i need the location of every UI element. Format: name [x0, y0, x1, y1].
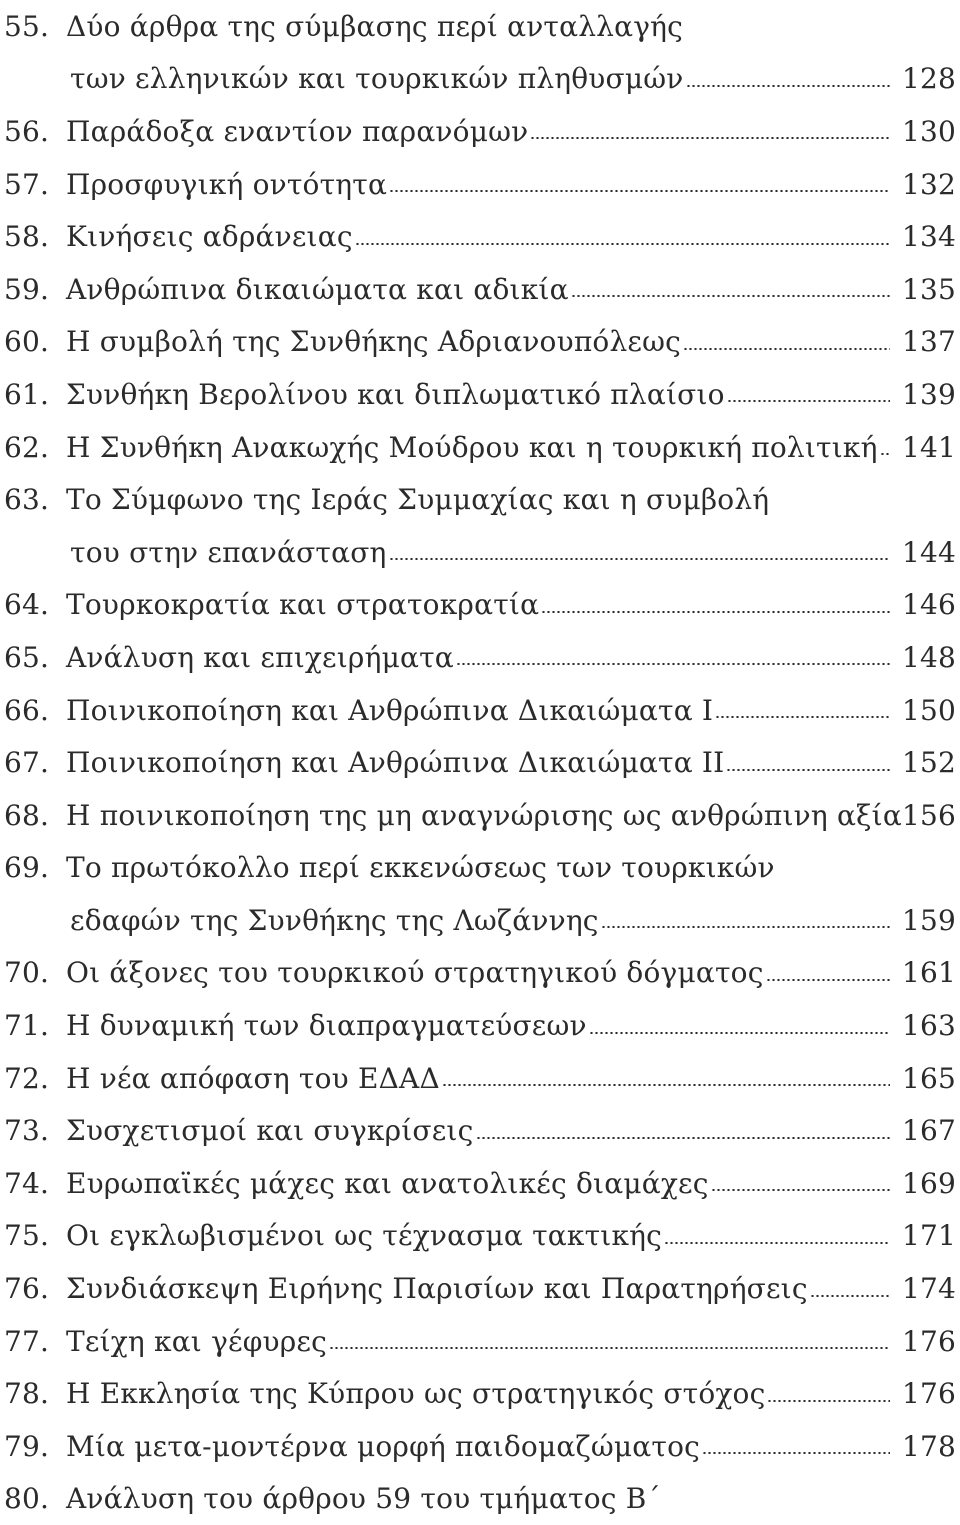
toc-entry-title-wrap — [66, 220, 902, 253]
toc-entry-title: Ανθρώπινα δικαιώματα και αδικία — [66, 272, 569, 306]
toc-entry-number: 65. — [4, 640, 50, 674]
toc-entry-page-number: 163 — [902, 1009, 957, 1043]
toc-entry-number: 63. — [4, 483, 50, 517]
toc-entry-title: Η ποινικοποίηση της μη αναγνώρισης ως ανθρώπινη αξία — [66, 798, 902, 832]
toc-entry-page-number: 128 — [902, 62, 957, 96]
dot-leader — [664, 1242, 890, 1244]
toc-entry-title-wrap — [66, 1219, 902, 1252]
toc-entry-page-number: 169 — [902, 1166, 957, 1200]
toc-entry-title-wrap — [66, 799, 902, 832]
toc-entry-page-number: 134 — [902, 220, 957, 254]
dot-leader — [766, 979, 890, 981]
toc-entry-title-wrap — [66, 851, 960, 884]
toc-entry-title: Μία μετα-μοντέρνα μορφή παιδομαζώματος — [66, 1429, 701, 1463]
toc-entry-title: Συνθήκη Βερολίνου και διπλωματικό πλαίσιο — [66, 377, 725, 411]
dot-leader — [329, 1347, 890, 1349]
toc-entry-line — [0, 579, 960, 632]
dot-leader — [389, 190, 890, 192]
toc-entry-line — [0, 631, 960, 684]
dot-leader — [715, 716, 890, 718]
toc-entry-page-number: 156 — [902, 798, 957, 832]
toc-entry-page-number: 167 — [902, 1114, 957, 1148]
toc-entry-number: 55. — [4, 9, 50, 43]
toc-entry-line — [0, 684, 960, 737]
toc-entry-title-wrap — [66, 1430, 902, 1463]
toc-entry-page-number: 141 — [902, 430, 957, 464]
toc-entry-title-wrap — [66, 115, 902, 148]
toc-entry-page-number: 146 — [902, 588, 957, 622]
toc-entry-page-number: 174 — [902, 1272, 957, 1306]
dot-leader — [442, 1084, 890, 1086]
dot-leader — [767, 1400, 890, 1402]
dot-leader — [702, 1452, 890, 1454]
toc-entry-title-wrap — [66, 1272, 902, 1305]
dot-leader — [530, 137, 890, 139]
toc-entry-number: 73. — [4, 1114, 50, 1148]
toc-entry-page-number: 144 — [902, 535, 957, 569]
toc-entry-title-wrap — [66, 694, 902, 727]
toc-entry-number: 56. — [4, 114, 50, 148]
toc-entry-page-number: 148 — [902, 640, 957, 674]
toc-entry-title-wrap — [66, 904, 902, 937]
toc-entry-title: Συνδιάσκεψη Ειρήνης Παρισίων και Παρατηρήσεις — [66, 1272, 808, 1306]
toc-entry-title: Ανάλυση του άρθρου 59 του τμήματος Β΄ — [66, 1482, 661, 1516]
dot-leader — [571, 295, 890, 297]
toc-entry-page-number: 135 — [902, 272, 957, 306]
toc-entry-title-wrap — [66, 588, 902, 621]
dot-leader — [355, 243, 890, 245]
toc-entry-number: 75. — [4, 1219, 50, 1253]
toc-entry-title: Τουρκοκρατία και στρατοκρατία — [66, 588, 540, 622]
toc-entry-title-wrap — [66, 431, 902, 464]
toc-entry-title-wrap — [66, 956, 902, 989]
dot-leader — [541, 611, 890, 613]
toc-entry-number: 71. — [4, 1009, 50, 1043]
toc-entry-title-wrap — [66, 168, 902, 201]
toc-entry-line — [0, 736, 960, 789]
toc-entry-number: 76. — [4, 1272, 50, 1306]
toc-entry-line — [0, 158, 960, 211]
toc-entry-number: 80. — [4, 1482, 50, 1516]
toc-entry-line — [0, 789, 960, 842]
toc-entry-title-wrap — [66, 1114, 902, 1147]
toc-entry-number: 60. — [4, 325, 50, 359]
dot-leader — [476, 1137, 891, 1139]
toc-entry-title: Προσφυγική οντότητα — [66, 167, 388, 201]
dot-leader — [683, 348, 890, 350]
toc-entry-number: 68. — [4, 798, 50, 832]
toc-entry-title-wrap — [66, 10, 960, 43]
toc-entry-number: 61. — [4, 377, 50, 411]
toc-entry-title-wrap — [66, 536, 902, 569]
toc-entry-page-number: 130 — [902, 114, 957, 148]
toc-entry-line — [0, 1473, 960, 1525]
toc-entry-line — [0, 1104, 960, 1157]
toc-entry-title-wrap — [66, 1377, 902, 1410]
toc-entry-line — [0, 53, 960, 106]
toc-entry-title-wrap — [66, 1167, 902, 1200]
toc-entry-title-wrap — [66, 746, 902, 779]
toc-entry-number: 78. — [4, 1377, 50, 1411]
toc-entry-page-number: 178 — [902, 1429, 957, 1463]
toc-entry-line — [0, 421, 960, 474]
toc-entry-title-wrap — [66, 1482, 960, 1515]
toc-entry-line — [0, 526, 960, 579]
toc-entry-page-number: 150 — [902, 693, 957, 727]
toc-entry-page-number: 152 — [902, 746, 957, 780]
dot-leader — [589, 1032, 890, 1034]
dot-leader — [456, 663, 890, 665]
toc-entry-line — [0, 0, 960, 53]
toc-entry-title-wrap — [66, 325, 902, 358]
toc-entry-title-wrap — [66, 1325, 902, 1358]
toc-entry-title: του στην επανάσταση — [70, 535, 387, 569]
toc-entry-title-wrap — [66, 62, 902, 95]
dot-leader — [810, 1295, 890, 1297]
toc-entry-number: 70. — [4, 956, 50, 990]
toc-entry-title-wrap — [66, 378, 902, 411]
dot-leader — [727, 400, 890, 402]
toc-entry-title-wrap — [66, 1062, 902, 1095]
dot-leader — [686, 85, 891, 87]
toc-entry-number: 59. — [4, 272, 50, 306]
toc-entry-line — [0, 105, 960, 158]
toc-entry-title: Ποινικοποίηση και Ανθρώπινα Δικαιώματα ΙΙ — [66, 746, 725, 780]
toc-entry-number: 58. — [4, 220, 50, 254]
toc-entry-title: Η Εκκλησία της Κύπρου ως στρατηγικός στόχος — [66, 1377, 766, 1411]
toc-entry-number: 57. — [4, 167, 50, 201]
toc-entry-title: Οι άξονες του τουρκικού στρατηγικού δόγματος — [66, 956, 764, 990]
toc-entry-title: Η συμβολή της Συνθήκης Αδριανουπόλεως — [66, 325, 682, 359]
toc-entry-title: Συσχετισμοί και συγκρίσεις — [66, 1114, 474, 1148]
dot-leader — [880, 453, 890, 455]
toc-entry-number: 77. — [4, 1324, 50, 1358]
toc-entry-line — [0, 1315, 960, 1368]
toc-entry-page-number: 161 — [902, 956, 957, 990]
toc-entry-line — [0, 842, 960, 895]
toc-entry-title: Τείχη και γέφυρες — [66, 1324, 328, 1358]
toc-entry-title-wrap — [66, 273, 902, 306]
toc-entry-page-number: 165 — [902, 1061, 957, 1095]
toc-entry-title: των ελληνικών και τουρκικών πληθυσμών — [70, 62, 684, 96]
toc-entry-title: Η νέα απόφαση του ΕΔΑΔ — [66, 1061, 440, 1095]
toc-entry-line — [0, 1210, 960, 1263]
toc-entry-line — [0, 1420, 960, 1473]
toc-entry-line — [0, 947, 960, 1000]
toc-entry-page-number: 159 — [902, 903, 957, 937]
toc-entry-number: 62. — [4, 430, 50, 464]
toc-entry-title: Το Σύμφωνο της Ιεράς Συμμαχίας και η συμβολή — [66, 483, 770, 517]
toc-entry-title-wrap — [66, 483, 960, 516]
toc-entry-title: Κινήσεις αδράνειας — [66, 220, 353, 254]
toc-entry-number: 79. — [4, 1429, 50, 1463]
toc-entry-title-wrap — [66, 641, 902, 674]
toc-entry-page-number: 171 — [902, 1219, 957, 1253]
toc-entry-title: εδαφών της Συνθήκης της Λωζάννης — [70, 903, 599, 937]
toc-entry-line — [0, 1262, 960, 1315]
dot-leader — [711, 1189, 890, 1191]
toc-entry-page-number: 137 — [902, 325, 957, 359]
toc-entry-line — [0, 1052, 960, 1105]
toc-entry-page-number: 132 — [902, 167, 957, 201]
toc-entry-number: 69. — [4, 851, 50, 885]
dot-leader — [726, 769, 890, 771]
toc-entry-line — [0, 263, 960, 316]
toc-entry-title: Οι εγκλωβισμένοι ως τέχνασμα τακτικής — [66, 1219, 663, 1253]
toc-entry-title: Η Συνθήκη Ανακωχής Μούδρου και η τουρκική πολιτική — [66, 430, 878, 464]
toc-entry-title: Παράδοξα εναντίον παρανόμων — [66, 114, 529, 148]
toc-entry-line — [0, 1157, 960, 1210]
toc-entry-title: Η δυναμική των διαπραγματεύσεων — [66, 1009, 587, 1043]
toc-entry-line — [0, 894, 960, 947]
toc-entry-line — [0, 368, 960, 421]
toc-entry-line — [0, 1367, 960, 1420]
toc-entry-number: 67. — [4, 746, 50, 780]
toc-entry-page-number: 139 — [902, 377, 957, 411]
toc-entry-line — [0, 473, 960, 526]
toc-entry-title: Ποινικοποίηση και Ανθρώπινα Δικαιώματα Ι — [66, 693, 714, 727]
toc-entry-line — [0, 210, 960, 263]
toc-entry-number: 74. — [4, 1166, 50, 1200]
dot-leader — [389, 558, 890, 560]
toc-entry-title: Ανάλυση και επιχειρήματα — [66, 640, 454, 674]
toc-entry-title: Ευρωπαϊκές μάχες και ανατολικές διαμάχες — [66, 1166, 709, 1200]
toc-entry-line — [0, 999, 960, 1052]
toc-entry-line — [0, 316, 960, 369]
toc-entry-title-wrap — [66, 1009, 902, 1042]
toc-entry-number: 72. — [4, 1061, 50, 1095]
toc-entry-page-number: 176 — [902, 1377, 957, 1411]
toc-entry-title: Το πρωτόκολλο περί εκκενώσεως των τουρκικών — [66, 851, 775, 885]
toc-entry-title: Δύο άρθρα της σύμβασης περί ανταλλαγής — [66, 9, 684, 43]
toc-entry-number: 64. — [4, 588, 50, 622]
toc-entry-page-number: 176 — [902, 1324, 957, 1358]
toc-entry-number: 66. — [4, 693, 50, 727]
dot-leader — [601, 926, 890, 928]
